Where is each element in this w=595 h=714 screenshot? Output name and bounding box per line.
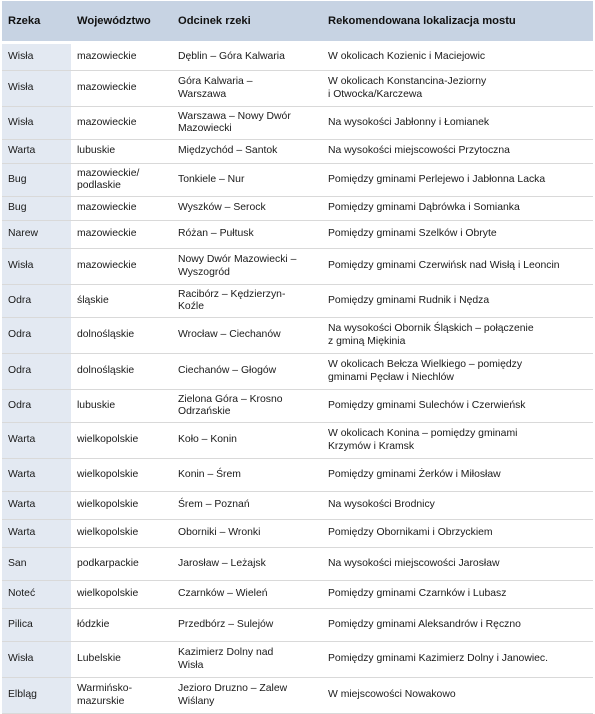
cell-odcinek: Zielona Góra – Krosno Odrzańskie [172, 390, 322, 423]
header-rekomendowana-lokalizacja: Rekomendowana lokalizacja mostu [322, 1, 593, 43]
cell-rzeka: Bug [2, 197, 71, 221]
cell-rzeka: Wisła [2, 43, 71, 71]
cell-wojewodztwo: mazowieckie [71, 249, 172, 285]
cell-rzeka: Pilica [2, 609, 71, 642]
header-wojewodztwo: Województwo [71, 1, 172, 43]
cell-wojewodztwo: mazowieckie/ podlaskie [71, 164, 172, 197]
cell-odcinek: Nowy Dwór Mazowiecki – Wyszogród [172, 249, 322, 285]
table-row [2, 423, 593, 459]
cell-wojewodztwo: mazowieckie [71, 107, 172, 140]
cell-wojewodztwo: wielkopolskie [71, 423, 172, 459]
cell-odcinek: Góra Kalwaria – Warszawa [172, 71, 322, 107]
table-row [2, 140, 593, 164]
cell-odcinek: Ciechanów – Głogów [172, 354, 322, 390]
cell-lokalizacja: W okolicach Konstancina-Jeziorny i Otwocka/Karczewa [322, 71, 593, 107]
cell-rzeka: Wisła [2, 107, 71, 140]
cell-lokalizacja: Pomiędzy gminami Czarnków i Lubasz [322, 581, 593, 609]
cell-wojewodztwo: dolnośląskie [71, 354, 172, 390]
cell-lokalizacja: Pomiędzy gminami Żerków i Miłosław [322, 459, 593, 492]
cell-rzeka: Odra [2, 390, 71, 423]
cell-rzeka: Wisła [2, 71, 71, 107]
table-row [2, 107, 593, 140]
cell-lokalizacja: Na wysokości miejscowości Przytoczna [322, 140, 593, 164]
table-row [2, 678, 593, 714]
cell-lokalizacja: Pomiędzy gminami Sulechów i Czerwieńsk [322, 390, 593, 423]
cell-wojewodztwo: Warmińsko- mazurskie [71, 678, 172, 714]
table-row [2, 390, 593, 423]
cell-wojewodztwo: wielkopolskie [71, 492, 172, 520]
table-row [2, 492, 593, 520]
cell-wojewodztwo: śląskie [71, 285, 172, 318]
table-row [2, 354, 593, 390]
cell-lokalizacja: W okolicach Kozienic i Maciejowic [322, 43, 593, 71]
cell-wojewodztwo: lubuskie [71, 140, 172, 164]
table-row [2, 642, 593, 678]
cell-lokalizacja: Pomiędzy gminami Szelków i Obryte [322, 221, 593, 249]
cell-wojewodztwo: mazowieckie [71, 197, 172, 221]
cell-rzeka: Odra [2, 318, 71, 354]
table-row [2, 71, 593, 107]
table-row [2, 459, 593, 492]
table-row [2, 197, 593, 221]
table-row [2, 43, 593, 71]
cell-wojewodztwo: mazowieckie [71, 221, 172, 249]
table-row [2, 249, 593, 285]
cell-wojewodztwo: mazowieckie [71, 71, 172, 107]
cell-lokalizacja: Na wysokości miejscowości Jarosław [322, 548, 593, 581]
header-rzeka: Rzeka [2, 1, 71, 43]
cell-odcinek: Tonkiele – Nur [172, 164, 322, 197]
cell-wojewodztwo: Lubelskie [71, 642, 172, 678]
cell-rzeka: Odra [2, 285, 71, 318]
cell-odcinek: Oborniki – Wronki [172, 520, 322, 548]
cell-odcinek: Koło – Konin [172, 423, 322, 459]
table-row [2, 221, 593, 249]
cell-rzeka: Warta [2, 423, 71, 459]
cell-odcinek: Dęblin – Góra Kalwaria [172, 43, 322, 71]
cell-odcinek: Przedbórz – Sulejów [172, 609, 322, 642]
cell-rzeka: Bug [2, 164, 71, 197]
cell-rzeka: Wisła [2, 642, 71, 678]
cell-wojewodztwo: mazowieckie [71, 43, 172, 71]
cell-lokalizacja: W miejscowości Nowakowo [322, 678, 593, 714]
cell-odcinek: Śrem – Poznań [172, 492, 322, 520]
cell-wojewodztwo: dolnośląskie [71, 318, 172, 354]
cell-odcinek: Konin – Śrem [172, 459, 322, 492]
cell-lokalizacja: W okolicach Konina – pomiędzy gminami Krzymów i Kramsk [322, 423, 593, 459]
cell-lokalizacja: Na wysokości Obornik Śląskich – połączenie z gminą Miękinia [322, 318, 593, 354]
table-header [2, 1, 593, 43]
cell-odcinek: Międzychód – Santok [172, 140, 322, 164]
cell-lokalizacja: Na wysokości Jabłonny i Łomianek [322, 107, 593, 140]
cell-odcinek: Warszawa – Nowy Dwór Mazowiecki [172, 107, 322, 140]
cell-lokalizacja: Pomiędzy gminami Czerwińsk nad Wisłą i Leoncin [322, 249, 593, 285]
table-row [2, 164, 593, 197]
bridge-locations-table [2, 1, 593, 714]
cell-rzeka: Narew [2, 221, 71, 249]
cell-rzeka: Warta [2, 520, 71, 548]
header-row [2, 1, 593, 43]
cell-rzeka: Elbląg [2, 678, 71, 714]
cell-odcinek: Wrocław – Ciechanów [172, 318, 322, 354]
cell-rzeka: Warta [2, 459, 71, 492]
cell-rzeka: Noteć [2, 581, 71, 609]
cell-odcinek: Jarosław – Leżajsk [172, 548, 322, 581]
cell-rzeka: Warta [2, 492, 71, 520]
cell-lokalizacja: Pomiędzy gminami Rudnik i Nędza [322, 285, 593, 318]
cell-lokalizacja: Pomiędzy gminami Dąbrówka i Somianka [322, 197, 593, 221]
cell-odcinek: Różan – Pułtusk [172, 221, 322, 249]
cell-odcinek: Wyszków – Serock [172, 197, 322, 221]
cell-odcinek: Kazimierz Dolny nad Wisła [172, 642, 322, 678]
cell-rzeka: Wisła [2, 249, 71, 285]
cell-rzeka: San [2, 548, 71, 581]
cell-wojewodztwo: wielkopolskie [71, 459, 172, 492]
table-row [2, 609, 593, 642]
table-row [2, 520, 593, 548]
cell-lokalizacja: Pomiędzy gminami Kazimierz Dolny i Janowiec. [322, 642, 593, 678]
table-row [2, 318, 593, 354]
header-odcinek-rzeki: Odcinek rzeki [172, 1, 322, 43]
table-body [2, 43, 593, 714]
cell-rzeka: Warta [2, 140, 71, 164]
table-row [2, 581, 593, 609]
cell-rzeka: Odra [2, 354, 71, 390]
cell-lokalizacja: Pomiędzy gminami Aleksandrów i Ręczno [322, 609, 593, 642]
cell-lokalizacja: Na wysokości Brodnicy [322, 492, 593, 520]
cell-wojewodztwo: lubuskie [71, 390, 172, 423]
cell-lokalizacja: W okolicach Bełcza Wielkiego – pomiędzy gminami Pęcław i Niechlów [322, 354, 593, 390]
cell-lokalizacja: Pomiędzy gminami Perlejewo i Jabłonna Lacka [322, 164, 593, 197]
table-row [2, 548, 593, 581]
cell-wojewodztwo: wielkopolskie [71, 520, 172, 548]
cell-wojewodztwo: wielkopolskie [71, 581, 172, 609]
cell-odcinek: Jezioro Druzno – Zalew Wiślany [172, 678, 322, 714]
table-row [2, 285, 593, 318]
cell-wojewodztwo: podkarpackie [71, 548, 172, 581]
cell-odcinek: Czarnków – Wieleń [172, 581, 322, 609]
cell-wojewodztwo: łódzkie [71, 609, 172, 642]
cell-lokalizacja: Pomiędzy Obornikami i Obrzyckiem [322, 520, 593, 548]
cell-odcinek: Racibórz – Kędzierzyn- Koźle [172, 285, 322, 318]
